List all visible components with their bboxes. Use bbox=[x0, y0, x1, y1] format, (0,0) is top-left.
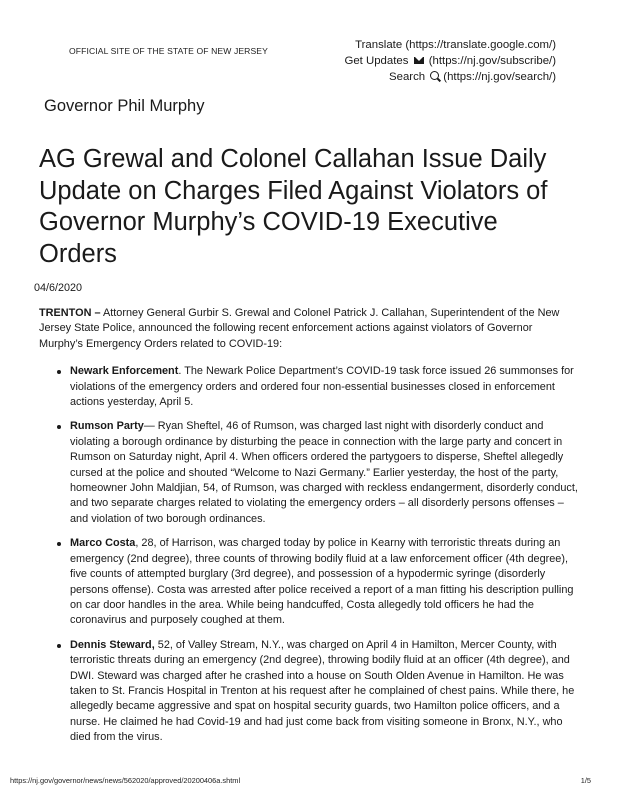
list-item bbox=[70, 638, 579, 746]
list-item bbox=[70, 419, 579, 527]
search-link[interactable] bbox=[344, 69, 556, 85]
get-updates-url: (https://nj.gov/subscribe/) bbox=[428, 55, 556, 67]
enforcement-list bbox=[39, 364, 579, 745]
translate-link[interactable]: Translate (https://translate.google.com/) bbox=[355, 39, 556, 51]
utility-links bbox=[344, 37, 556, 85]
get-updates-label: Get Updates bbox=[344, 55, 409, 67]
list-item-title: Rumson Party bbox=[70, 420, 144, 433]
official-site-label: OFFICIAL SITE OF THE STATE OF NEW JERSEY bbox=[69, 46, 268, 56]
intro-dateline: TRENTON – bbox=[39, 307, 101, 319]
list-item-text: 52, of Valley Stream, N.Y., was charged on April 4 in Hamilton, Mercer County, with terroristic threats during an emergency (2nd degree), throwing bodily fluid at an officer (4th degree), and DWI. Steward was charged after he crashed into a house on South Olden Avenue in Hamilton. He was taken to St. Francis Hospital in Trenton at his request after he complained of chest pains. While there, he allegedly became aggressive and spat on hospital security guards, two Hamilton police officers, and a nurse. He claimed he had Covid-19 and had just come back from visiting someone in Bronx, N.Y., who died from the virus. bbox=[70, 638, 575, 744]
intro-text: Attorney General Gurbir S. Grewal and Colonel Patrick J. Callahan, Superintendent of the New Jersey State Police, announced the following recent enforcement actions against violators of Governor Murphy’s Emergency Orders related to COVID-19: bbox=[39, 307, 560, 350]
search-url: (https://nj.gov/search/) bbox=[443, 71, 556, 83]
page-number: 1/5 bbox=[580, 776, 591, 785]
list-item-text: , 28, of Harrison, was charged today by police in Kearny with terroristic threats during an emergency (2nd degree), three counts of throwing bodily fluid at a law enforcement officer (4th degree), five counts of attempted burglary (3rd degree), and possession of a hypodermic syringe (disorderly persons offense). Costa was arrested after police received a report of a man fitting his description pulling on car door handles in the area. While being handcuffed, Costa allegedly told officers he had the coronavirus and purposely coughed at them. bbox=[70, 537, 574, 627]
list-item-title: Dennis Steward, bbox=[70, 638, 155, 651]
intro-paragraph bbox=[39, 306, 579, 352]
print-url: https://nj.gov/governor/news/news/562020/approved/20200406a.shtml bbox=[10, 776, 241, 785]
governor-name-link[interactable]: Governor Phil Murphy bbox=[44, 97, 205, 115]
search-label: Search bbox=[389, 71, 426, 83]
article-body bbox=[39, 306, 579, 755]
list-item-text: — Ryan Sheftel, 46 of Rumson, was charged last night with disorderly conduct and violating a borough ordinance by disturbing the peace in connection with the large party and concert in Rumson on Saturday night, April 4. When officers ordered the partygoers to disperse, Sheftel allegedly cursed at the police and shouted “Welcome to Nazi Germany.” Earlier yesterday, the host of the party, homeowner John Maldjian, 54, of Rumson, was charged with reckless endangerment, disorderly conduct, and two separate charges related to violating the emergency orders – all disorderly persons offenses – and violation of two borough ordinances. bbox=[70, 420, 578, 525]
list-item bbox=[70, 364, 579, 410]
list-item-title: Newark Enforcement bbox=[70, 365, 179, 378]
list-item-text: . The Newark Police Department’s COVID-19 task force issued 26 summonses for violations of the emergency orders and ordered four non-essential businesses closed in enforcement actions yesterday, April 5. bbox=[70, 365, 574, 409]
article-date: 04/6/2020 bbox=[34, 282, 83, 294]
search-icon bbox=[430, 71, 439, 80]
get-updates-link[interactable] bbox=[344, 53, 556, 69]
list-item bbox=[70, 536, 579, 628]
article-headline: AG Grewal and Colonel Callahan Issue Daily Update on Charges Filed Against Violators of Governor Murphy’s COVID-19 Executive Orders bbox=[39, 145, 548, 268]
list-item-title: Marco Costa bbox=[70, 537, 136, 550]
envelope-icon bbox=[414, 57, 424, 64]
